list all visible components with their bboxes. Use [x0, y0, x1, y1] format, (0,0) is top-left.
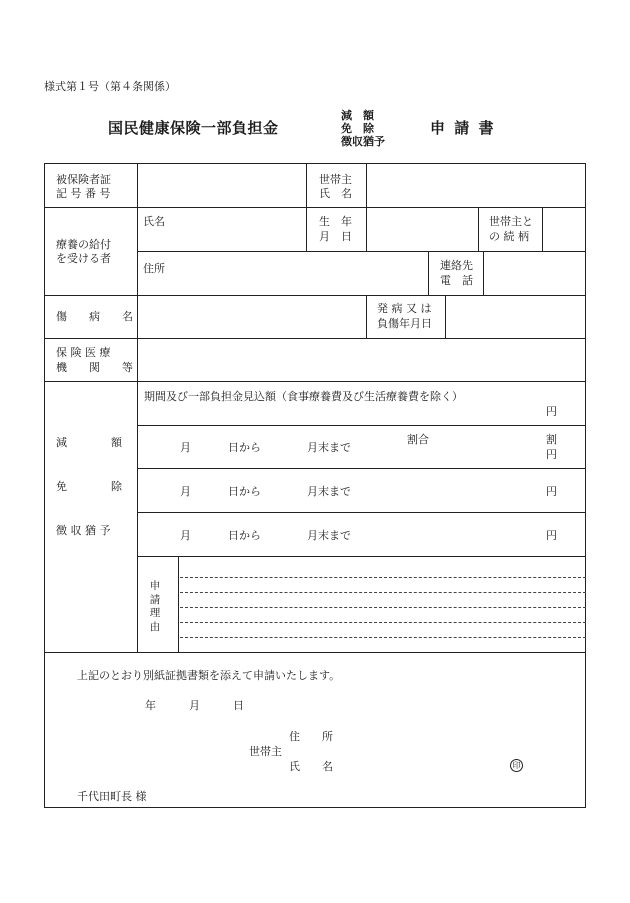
form-number: 様式第１号（第４条関係） — [44, 80, 176, 93]
recipient-name-label: 氏名 — [143, 215, 165, 228]
category-exemption: 免 除 — [56, 480, 122, 493]
relation-label: 世帯主と — [489, 215, 533, 228]
column-divider — [445, 295, 446, 338]
addressee: 千代田町長 様 — [77, 790, 147, 803]
period-estimate-label: 期間及び一部負担金見込額（食事療養費及び生活療養費を除く） — [144, 390, 463, 403]
medical-institution-label: 保 険 医 療 — [56, 346, 111, 359]
declaration-text: 上記のとおり別紙証拠書類を添えて申請いたします。 — [77, 669, 341, 682]
row-divider — [44, 207, 586, 208]
relation-label: の 続 柄 — [489, 230, 529, 243]
column-divider — [178, 556, 179, 652]
category-reduction: 減 額 — [56, 436, 122, 449]
medical-institution-label: 機 関 等 — [56, 361, 133, 374]
recipient-label: 療養の給付 — [56, 238, 111, 251]
householder-label: 世帯主 — [249, 745, 282, 758]
recipient-address-label: 住所 — [143, 262, 165, 275]
row-divider — [44, 338, 586, 339]
applicant-address-label: 住 所 — [289, 730, 333, 743]
form-title: 国民健康保険一部負担金 — [108, 119, 279, 137]
row-divider — [44, 295, 586, 296]
wari-unit: 割 — [546, 433, 557, 446]
column-divider — [306, 163, 307, 251]
row-divider — [137, 512, 586, 513]
day-from-label: 日から — [228, 529, 261, 542]
month-end-label: 月末まで — [307, 529, 351, 542]
onset-date-label: 負傷年月日 — [377, 317, 432, 330]
form-title-suffix: 申 請 書 — [430, 119, 496, 137]
reason-label: 申請理由 — [149, 580, 161, 633]
yen-unit: 円 — [546, 529, 557, 542]
title-option-reduction: 減 額 — [341, 109, 374, 122]
column-divider — [137, 163, 138, 652]
reason-line — [180, 592, 586, 593]
month-label: 月 — [180, 529, 191, 542]
column-divider — [542, 207, 543, 251]
month-label: 月 — [180, 441, 191, 454]
day-from-label: 日から — [228, 441, 261, 454]
insured-card-label: 被保険者証 — [56, 173, 111, 186]
contact-phone-label: 連絡先 — [440, 259, 473, 272]
householder-name-label: 世帯主 — [319, 173, 352, 186]
reason-line — [180, 637, 586, 638]
column-divider — [428, 251, 429, 295]
illness-name-label: 傷 病 名 — [56, 310, 133, 323]
insured-card-label: 記 号 番 号 — [56, 187, 111, 200]
yen-unit: 円 — [546, 405, 557, 418]
month-end-label: 月末まで — [307, 441, 351, 454]
row-divider — [44, 381, 586, 382]
column-divider — [478, 207, 479, 251]
dob-label: 生 年 — [319, 215, 352, 228]
column-divider — [366, 295, 367, 338]
contact-phone-label: 電 話 — [440, 274, 473, 287]
onset-date-label: 発 病 又 は — [377, 302, 432, 315]
month-end-label: 月末まで — [307, 485, 351, 498]
date-line: 年 月 日 — [145, 699, 244, 712]
title-option-exemption: 免 除 — [341, 122, 374, 135]
applicant-name-label: 氏 名 — [289, 760, 333, 773]
householder-name-label: 氏 名 — [319, 187, 352, 200]
yen-unit: 円 — [546, 485, 557, 498]
category-deferral: 徴 収 猶 予 — [56, 524, 111, 537]
reason-line — [180, 622, 586, 623]
row-divider — [137, 425, 586, 426]
column-divider — [483, 251, 484, 295]
reason-line — [180, 607, 586, 608]
recipient-label: を受ける者 — [56, 252, 111, 265]
day-from-label: 日から — [228, 485, 261, 498]
row-divider — [44, 652, 586, 653]
dob-label: 月 日 — [319, 230, 352, 243]
row-divider — [137, 468, 586, 469]
column-divider — [366, 163, 367, 251]
ratio-label: 割合 — [407, 433, 429, 446]
title-option-deferral: 徴収猶予 — [341, 135, 385, 148]
row-divider — [137, 556, 586, 557]
reason-line — [180, 577, 586, 578]
row-divider — [137, 251, 586, 252]
month-label: 月 — [180, 485, 191, 498]
yen-unit: 円 — [546, 448, 557, 461]
seal-mark-icon: 印 — [510, 759, 523, 772]
